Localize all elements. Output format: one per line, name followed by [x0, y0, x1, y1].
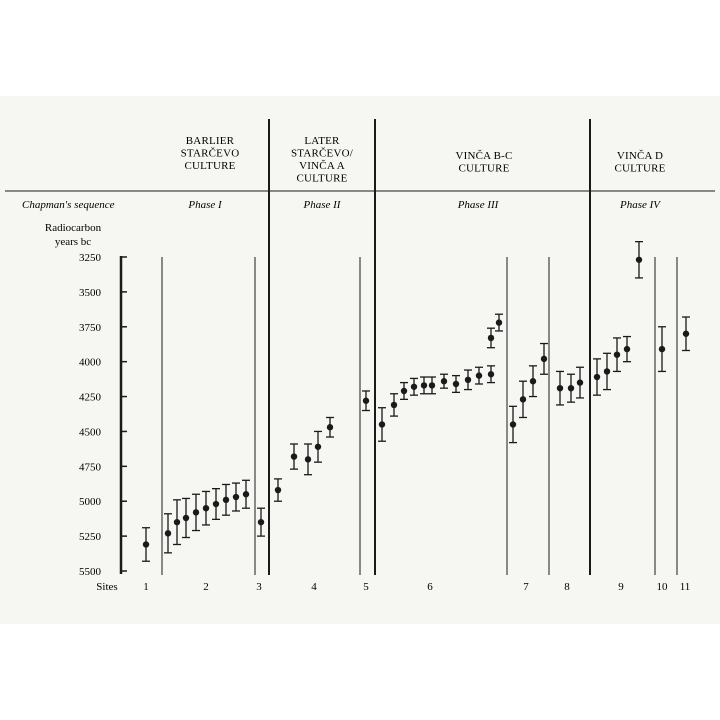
site-2-date-5-point — [203, 505, 209, 511]
site-7-date-1-point — [510, 421, 516, 427]
site-7-date-2-point — [520, 396, 526, 402]
site-8-date-1-point — [557, 385, 563, 391]
y-axis-title-line-2: years bc — [54, 236, 92, 248]
site-label-4: 4 — [311, 581, 317, 593]
site-label-3: 3 — [256, 581, 262, 593]
y-tick-label-3250: 3250 — [79, 252, 101, 264]
culture-header-4-line-1: VINČA D — [616, 150, 664, 162]
site-6-date-8-point — [453, 381, 459, 387]
culture-header-2-line-1: LATER — [304, 135, 340, 147]
culture-header-1-line-3: CULTURE — [184, 160, 236, 172]
y-axis — [45, 222, 127, 578]
y-tick-label-5000: 5000 — [79, 496, 101, 509]
phase-labels — [22, 199, 661, 211]
site-4-date-4-point — [315, 444, 321, 450]
site-4-date-5-point — [327, 424, 333, 430]
site-9-date-3-point — [614, 351, 620, 357]
y-axis-title-line-1: Radiocarbon — [44, 222, 102, 234]
site-6-date-10-point — [476, 372, 482, 378]
site-label-8: 8 — [564, 581, 570, 593]
culture-header-2-line-4: CULTURE — [296, 172, 348, 185]
y-tick-label-4500: 4500 — [79, 426, 101, 439]
site-6-date-5-point — [421, 382, 427, 388]
site-9-date-2-point — [604, 368, 610, 374]
site-6-date-7-point — [441, 378, 447, 384]
phase-label-1: Phase I — [188, 199, 222, 211]
site-label-5: 5 — [363, 581, 369, 593]
culture-header-1-line-2: STARČEVO — [180, 147, 240, 160]
y-tick-label-4750: 4750 — [79, 461, 101, 474]
site-label-11: 11 — [679, 581, 691, 593]
y-tick-label-3500: 3500 — [79, 286, 101, 299]
site-2-date-6-point — [213, 501, 219, 507]
y-tick-label-5250: 5250 — [79, 531, 101, 544]
site-4-date-1-point — [275, 487, 281, 493]
culture-header-2-line-2: STARČEVO/ — [290, 147, 354, 160]
site-7-date-4-point — [541, 356, 547, 362]
site-3-date-1-point — [258, 519, 264, 525]
site-2-date-9-point — [243, 491, 249, 497]
site-9-date-1-point — [594, 374, 600, 380]
phase-label-2: Phase II — [303, 199, 341, 211]
site-label-2: 2 — [203, 581, 209, 593]
culture-header-2-line-3: VINČA A — [299, 160, 345, 172]
site-6-date-3-point — [401, 388, 407, 394]
site-2-date-8-point — [233, 494, 239, 500]
site-label-7: 7 — [523, 581, 529, 593]
site-6-date-6-point — [429, 382, 435, 388]
phase-label-4: Phase IV — [619, 199, 661, 211]
culture-header-4-line-2: CULTURE — [614, 162, 666, 175]
chart-frame — [5, 119, 715, 575]
site-label-9: 9 — [618, 581, 624, 593]
y-tick-label-3750: 3750 — [79, 321, 101, 334]
site-6-date-13-point — [496, 319, 502, 325]
site-2-date-4-point — [193, 509, 199, 515]
site-11-date-1-point — [683, 331, 689, 337]
site-7-date-3-point — [530, 378, 536, 384]
site-labels — [96, 581, 690, 593]
phase-label-3: Phase III — [457, 199, 499, 211]
site-6-date-12-point — [488, 335, 494, 341]
site-10-date-1-point — [659, 346, 665, 352]
site-6-date-4-point — [411, 384, 417, 390]
site-4-date-2-point — [291, 453, 297, 459]
y-tick-label-5500: 5500 — [79, 566, 101, 578]
site-label-10: 10 — [656, 581, 668, 593]
site-8-date-3-point — [577, 379, 583, 385]
site-2-date-7-point — [223, 497, 229, 503]
site-9-date-5-point — [636, 257, 642, 263]
culture-header-3-line-2: CULTURE — [458, 162, 510, 175]
site-6-date-1-point — [379, 421, 385, 427]
site-2-date-1-point — [165, 530, 171, 536]
site-label-1: 1 — [143, 581, 149, 593]
site-9-date-4-point — [624, 346, 630, 352]
site-1-date-1-point — [143, 541, 149, 547]
sites-axis-label: Sites — [96, 581, 118, 593]
culture-header-3-line-1: VINČA B-C — [455, 150, 513, 162]
site-2-date-2-point — [174, 519, 180, 525]
site-6-date-11-point — [488, 371, 494, 377]
culture-headers — [181, 135, 666, 185]
site-4-date-3-point — [305, 456, 311, 462]
site-8-date-2-point — [568, 385, 574, 391]
y-tick-label-4250: 4250 — [79, 391, 101, 404]
culture-header-1-line-1: BARLIER — [185, 135, 235, 147]
site-2-date-3-point — [183, 515, 189, 521]
site-6-date-2-point — [391, 402, 397, 408]
site-6-date-9-point — [465, 377, 471, 383]
date-marks — [142, 242, 690, 562]
site-label-6: 6 — [427, 581, 433, 593]
sequence-label: Chapman's sequence — [22, 199, 115, 211]
site-5-date-1-point — [363, 398, 369, 404]
y-tick-label-4000: 4000 — [79, 356, 101, 369]
